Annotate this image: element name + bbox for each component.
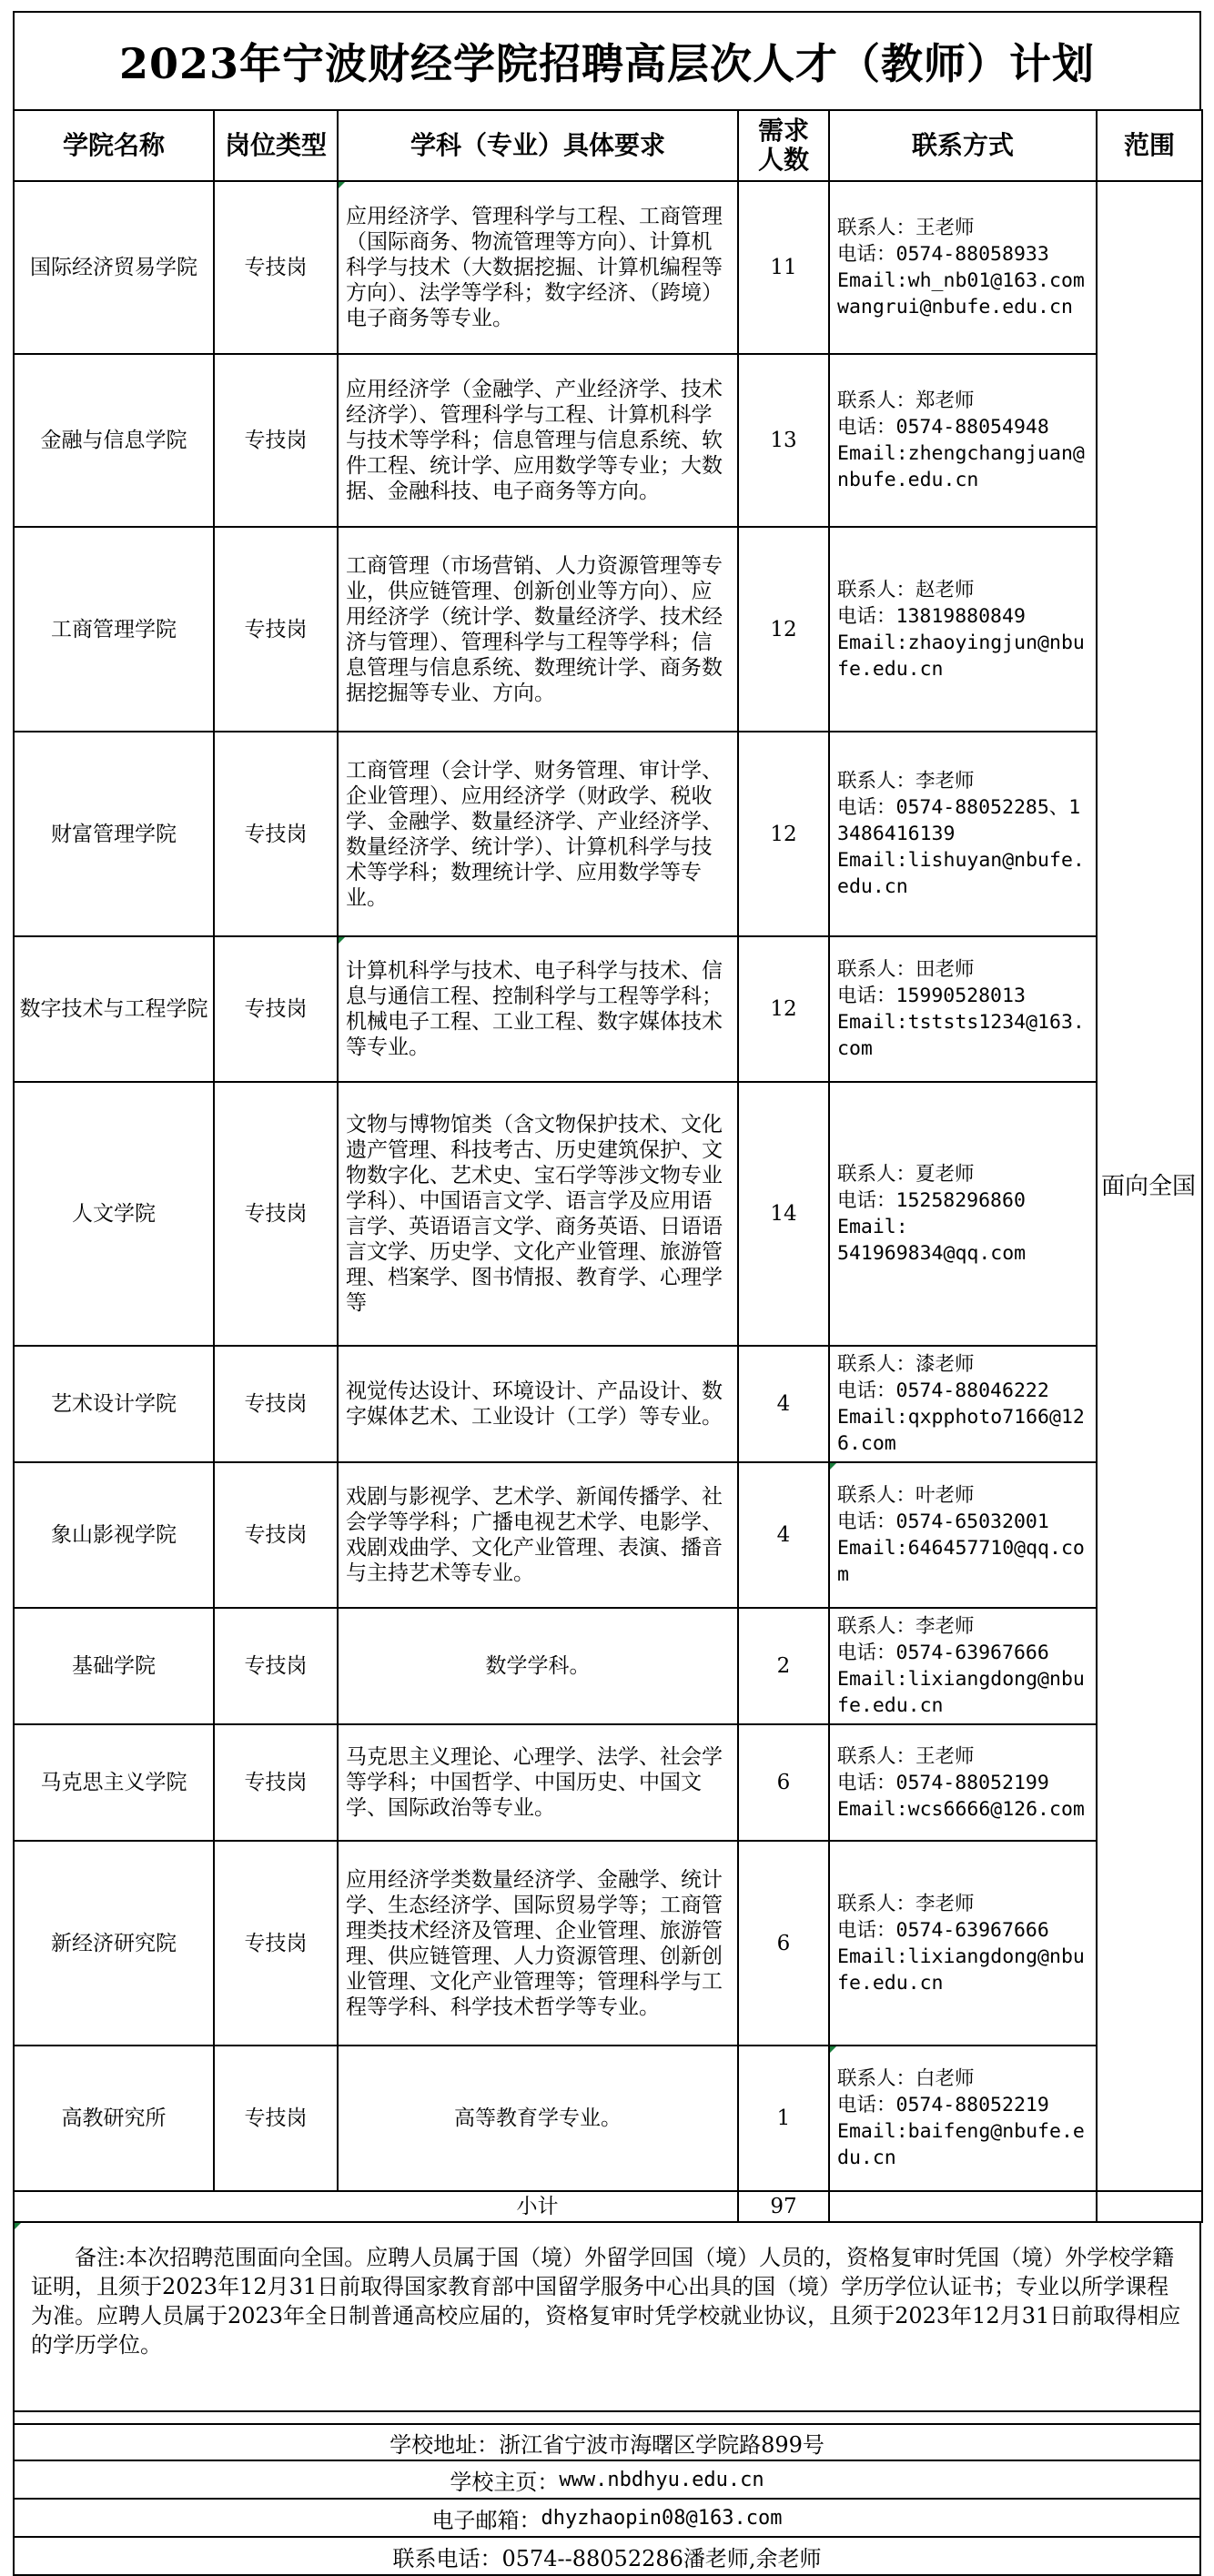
post-type: 专技岗 (214, 181, 338, 354)
contact-line: Email:wh_nb01@163.com (837, 269, 1085, 292)
requirement: 计算机科学与技术、电子科学与技术、信息与通信工程、控制科学与工程等学科；机械电子工程、工业工程、数字媒体技术等专业。 (338, 936, 738, 1082)
subtotal-spacer (214, 2191, 338, 2222)
contact-line: 541969834@qq.com (837, 1242, 1027, 1265)
contact-line: 联系人：郑老师 (837, 389, 975, 412)
contact-info (829, 732, 1097, 936)
contact-info (829, 1462, 1097, 1608)
contact-line: 联系人：田老师 (837, 958, 975, 981)
headcount: 6 (738, 1724, 829, 1841)
school-phone (13, 2538, 1201, 2576)
contact-info (829, 1346, 1097, 1462)
contact-line: 联系人：王老师 (837, 1744, 975, 1768)
page-title: 2023年宁波财经学院招聘高层次人才（教师）计划 (13, 11, 1201, 109)
requirement: 工商管理（会计学、财务管理、审计学、企业管理）、应用经济学（财政学、税收学、金融学、数量经济学、产业经济学、数量经济学、统计学）、计算机科学与技术等学科；数理统计学、应用数学等专业。 (338, 732, 738, 936)
contact-info (829, 1608, 1097, 1724)
contact-line: 联系人：白老师 (837, 2067, 975, 2090)
table-row (14, 1346, 1202, 1462)
table-header-row (14, 110, 1202, 181)
table-row (14, 1724, 1202, 1841)
table-row (14, 181, 1202, 354)
headcount: 14 (738, 1082, 829, 1346)
contact-line: 电话：0574-88052219 (837, 2094, 1049, 2116)
contact-line: 电话：0574-88054948 (837, 416, 1049, 439)
contact-line: 电话：0574-88052199 (837, 1771, 1049, 1794)
college-name: 新经济研究院 (14, 1841, 214, 2046)
headcount: 12 (738, 936, 829, 1082)
table-row (14, 1462, 1202, 1608)
contact-line: 联系人：王老师 (837, 217, 975, 239)
table-row (14, 732, 1202, 936)
headcount: 11 (738, 181, 829, 354)
recruitment-sheet (13, 11, 1201, 2576)
header-requirement: 学科（专业）具体要求 (338, 110, 738, 181)
school-email (13, 2500, 1201, 2538)
post-type: 专技岗 (214, 2046, 338, 2191)
table-row (14, 2046, 1202, 2191)
contact-line: 电话：13819880849 (837, 604, 1026, 628)
contact-line: Email:tststs1234@163.com (837, 1011, 1085, 1060)
headcount: 6 (738, 1841, 829, 2046)
requirement: 视觉传达设计、环境设计、产品设计、数字媒体艺术、工业设计（工学）等专业。 (338, 1346, 738, 1462)
contact-line: 电话：0574-88052285、13486416139 (837, 796, 1081, 845)
contact-line: Email:qxpphoto7166@126.com (837, 1406, 1085, 1455)
college-name: 财富管理学院 (14, 732, 214, 936)
header-college: 学院名称 (14, 110, 214, 181)
contact-line: Email:baifeng@nbufe.edu.cn (837, 2120, 1085, 2169)
requirement: 应用经济学类数量经济学、金融学、统计学、生态经济学、国际贸易学等；工商管理类技术经济及管理、企业管理、旅游管理、供应链管理、人力资源管理、创新创业管理、文化产业管理等；管理科学与工程等学科、科学技术哲学等专业。 (338, 1841, 738, 2046)
school-address (13, 2423, 1201, 2461)
post-type: 专技岗 (214, 1841, 338, 2046)
headcount: 12 (738, 527, 829, 732)
contact-line: Email:lixiangdong@nbufe.edu.cn (837, 1945, 1085, 1995)
homepage-link[interactable]: www.nbdhyu.edu.cn (559, 2468, 764, 2491)
requirement: 马克思主义理论、心理学、法学、社会学等学科；中国哲学、中国历史、中国文学、国际政治等专业。 (338, 1724, 738, 1841)
scope-cell: 面向全国 (1097, 181, 1202, 2191)
table-row (14, 527, 1202, 732)
headcount: 12 (738, 732, 829, 936)
contact-line: Email: (837, 1216, 908, 1238)
contact-line: 联系人：叶老师 (837, 1484, 975, 1507)
table-row (14, 1082, 1202, 1346)
requirement: 应用经济学、管理科学与工程、工商管理（国际商务、物流管理等方向）、计算机科学与技术（大数据挖掘、计算机编程等方向）、法学等学科；数字经济、（跨境）电子商务等专业。 (338, 181, 738, 354)
contact-info (829, 1082, 1097, 1346)
recruitment-table (13, 109, 1203, 2223)
contact-info (829, 936, 1097, 1082)
contact-info (829, 527, 1097, 732)
address-label: 学校地址： (389, 2431, 500, 2458)
table-body (14, 181, 1202, 2222)
post-type: 专技岗 (214, 1346, 338, 1462)
college-name: 高教研究所 (14, 2046, 214, 2191)
headcount: 4 (738, 1462, 829, 1608)
contact-info (829, 1724, 1097, 1841)
contact-line: Email:zhaoyingjun@nbufe.edu.cn (837, 631, 1085, 681)
spacer (13, 2412, 1201, 2423)
contact-info (829, 354, 1097, 527)
college-name: 马克思主义学院 (14, 1724, 214, 1841)
contact-line: wangrui@nbufe.edu.cn (837, 296, 1073, 318)
remark-note: 备注:本次招聘范围面向全国。应聘人员属于国（境）外留学回国（境）人员的，资格复审时凭国（境）外学校学籍证明，且须于2023年12月31日前取得国家教育部中国留学服务中心出具的国（境）学历学位认证书；专业以所学课程为准。应聘人员属于2023年全日制普通高校应届的，资格复审时凭学校就业协议，且须于2023年12月31日前取得相应的学历学位。 (13, 2223, 1201, 2412)
contact-info (829, 1841, 1097, 2046)
contact-line: Email:lishuyan@nbufe.edu.cn (837, 849, 1085, 898)
contact-line: 联系人：赵老师 (837, 578, 975, 601)
header-count (738, 110, 829, 181)
post-type: 专技岗 (214, 354, 338, 527)
table-row (14, 1608, 1202, 1724)
requirement: 应用经济学（金融学、产业经济学、技术经济学）、管理科学与工程、计算机科学与技术等学科；信息管理与信息系统、软件工程、统计学、应用数学等专业；大数据、金融科技、电子商务等方向。 (338, 354, 738, 527)
contact-line: Email:646457710@qq.com (837, 1537, 1085, 1586)
subtotal-label: 小计 (338, 2191, 738, 2222)
college-name: 基础学院 (14, 1608, 214, 1724)
college-name: 艺术设计学院 (14, 1346, 214, 1462)
college-name: 数字技术与工程学院 (14, 936, 214, 1082)
table-row (14, 1841, 1202, 2046)
header-post-type: 岗位类型 (214, 110, 338, 181)
header-count-line2: 人数 (757, 145, 809, 175)
requirement: 文物与博物馆类（含文物保护技术、文化遗产管理、科技考古、历史建筑保护、文物数字化、艺术史、宝石学等涉文物专业学科）、中国语言文学、语言学及应用语言学、英语语言文学、商务英语、日语语言文学、历史学、文化产业管理、旅游管理、档案学、图书情报、教育学、心理学等 (338, 1082, 738, 1346)
school-homepage (13, 2461, 1201, 2500)
subtotal-spacer (14, 2191, 214, 2222)
contact-line: 电话：15258296860 (837, 1189, 1026, 1212)
header-contact: 联系方式 (829, 110, 1097, 181)
address-value: 浙江省宁波市海曙区学院路899号 (499, 2431, 825, 2458)
table-row (14, 354, 1202, 527)
requirement: 工商管理（市场营销、人力资源管理等专业，供应链管理、创新创业等方向）、应用经济学（统计学、数量经济学、技术经济与管理）、管理科学与工程等学科；信息管理与信息系统、数理统计学、商务数据挖掘等专业、方向。 (338, 527, 738, 732)
contact-line: 电话：0574-63967666 (837, 1918, 1049, 1942)
post-type: 专技岗 (214, 1462, 338, 1608)
header-count-line1: 需求 (757, 116, 809, 146)
headcount: 2 (738, 1608, 829, 1724)
college-name: 金融与信息学院 (14, 354, 214, 527)
table-row (14, 936, 1202, 1082)
homepage-label: 学校主页： (450, 2469, 560, 2495)
contact-line: 电话：15990528013 (837, 985, 1026, 1007)
contact-line: 联系人：李老师 (837, 1615, 975, 1638)
requirement: 数学学科。 (338, 1608, 738, 1724)
post-type: 专技岗 (214, 732, 338, 936)
contact-line: Email:lixiangdong@nbufe.edu.cn (837, 1668, 1085, 1717)
contact-line: 联系人：漆老师 (837, 1353, 975, 1376)
headcount: 4 (738, 1346, 829, 1462)
subtotal-empty (829, 2191, 1097, 2222)
college-name: 象山影视学院 (14, 1462, 214, 1608)
college-name: 人文学院 (14, 1082, 214, 1346)
contact-line: 电话：0574-65032001 (837, 1510, 1049, 1533)
post-type: 专技岗 (214, 1724, 338, 1841)
headcount: 13 (738, 354, 829, 527)
post-type: 专技岗 (214, 1082, 338, 1346)
contact-line: 电话：0574-63967666 (837, 1642, 1049, 1664)
requirement: 高等教育学专业。 (338, 2046, 738, 2191)
post-type: 专技岗 (214, 527, 338, 732)
contact-line: 电话：0574-88046222 (837, 1379, 1049, 1402)
headcount: 1 (738, 2046, 829, 2191)
email-link[interactable]: dhyzhaopin08@163.com (541, 2506, 783, 2530)
contact-line: 联系人：李老师 (837, 770, 975, 793)
contact-line: Email:wcs6666@126.com (837, 1797, 1085, 1821)
post-type: 专技岗 (214, 936, 338, 1082)
subtotal-empty (1097, 2191, 1202, 2222)
contact-line: 联系人：李老师 (837, 1892, 975, 1915)
contact-line: 电话：0574-88058933 (837, 243, 1049, 266)
phone-value: 0574--88052286潘老师,余老师 (501, 2545, 822, 2571)
email-label: 电子邮箱： (431, 2507, 541, 2533)
subtotal-row (14, 2191, 1202, 2222)
header-scope: 范围 (1097, 110, 1202, 181)
college-name: 工商管理学院 (14, 527, 214, 732)
contact-info (829, 181, 1097, 354)
contact-line: 联系人：夏老师 (837, 1163, 975, 1186)
requirement: 戏剧与影视学、艺术学、新闻传播学、社会学等学科；广播电视艺术学、电影学、戏剧戏曲学、文化产业管理、表演、播音与主持艺术等专业。 (338, 1462, 738, 1608)
college-name: 国际经济贸易学院 (14, 181, 214, 354)
contact-line: Email:zhengchangjuan@nbufe.edu.cn (837, 442, 1085, 491)
contact-info (829, 2046, 1097, 2191)
post-type: 专技岗 (214, 1608, 338, 1724)
phone-label: 联系电话： (392, 2545, 502, 2571)
subtotal-value: 97 (738, 2191, 829, 2222)
